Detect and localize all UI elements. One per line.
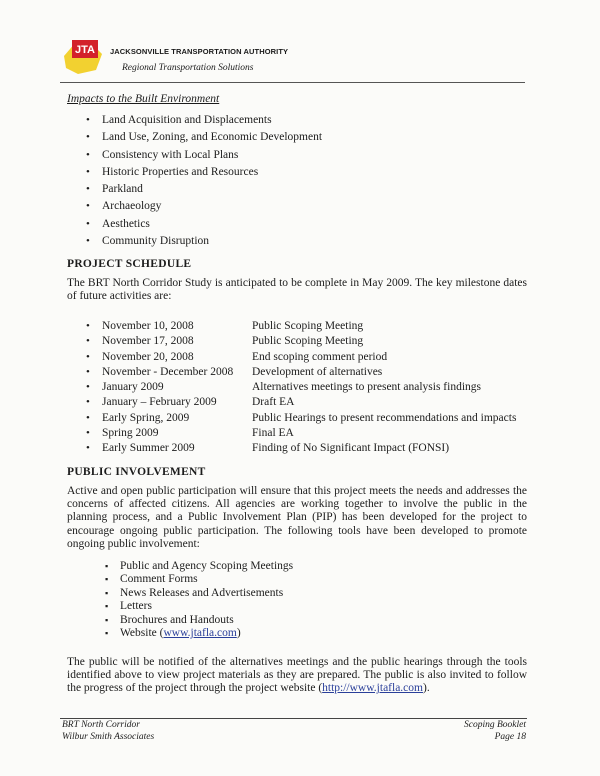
list-item: • Aesthetics xyxy=(86,216,322,233)
footer-right xyxy=(464,720,526,743)
bullet-icon: • xyxy=(86,365,90,378)
project-schedule-heading: PROJECT SCHEDULE xyxy=(67,258,192,270)
list-item: • Parkland xyxy=(86,181,322,198)
org-name: JACKSONVILLE TRANSPORTATION AUTHORITY xyxy=(110,47,289,56)
footer-project-name: BRT North Corridor xyxy=(62,720,140,730)
list-item: ▪ Comment Forms xyxy=(105,573,293,586)
milestone-date: November 20, 2008 xyxy=(102,350,194,363)
bullet-icon: • xyxy=(86,350,90,363)
milestone-activity: Development of alternatives xyxy=(252,365,383,378)
website-suffix: ) xyxy=(236,626,241,639)
milestone-activity: Public Hearings to present recommendations and impacts xyxy=(252,411,517,424)
bullet-icon: • xyxy=(86,427,90,440)
list-item: ▪ News Releases and Advertisements xyxy=(105,587,293,600)
footer-left xyxy=(62,720,154,743)
milestone-activity: Final EA xyxy=(252,427,294,440)
closing-paragraph xyxy=(67,656,527,696)
milestone-activity: Alternatives meetings to present analysis findings xyxy=(252,381,481,394)
milestone-date: Early Spring, 2009 xyxy=(102,411,190,424)
milestone-activity: Finding of No Significant Impact (FONSI) xyxy=(252,442,450,455)
list-item: • Historic Properties and Resources xyxy=(86,164,322,181)
bullet-icon: • xyxy=(86,442,90,455)
list-item: • Archaeology xyxy=(86,198,322,215)
footer-divider xyxy=(60,718,527,719)
milestone-activity: Draft EA xyxy=(252,396,295,409)
built-environment-list xyxy=(86,112,322,250)
bullet-icon: • xyxy=(86,381,90,394)
list-item: • Land Use, Zoning, and Economic Development xyxy=(86,129,322,146)
list-item: • Community Disruption xyxy=(86,233,322,250)
milestone-date: January 2009 xyxy=(102,381,164,394)
milestone-date: Early Summer 2009 xyxy=(102,442,195,455)
milestone-activity: Public Scoping Meeting xyxy=(252,320,364,332)
list-item: • Land Acquisition and Displacements xyxy=(86,112,322,129)
document-header xyxy=(62,36,522,86)
list-item: ▪ Letters xyxy=(105,600,293,613)
list-item-website xyxy=(105,627,293,640)
list-item: • Consistency with Local Plans xyxy=(86,147,322,164)
header-divider xyxy=(60,82,525,83)
list-item: ▪ Brochures and Handouts xyxy=(105,614,293,627)
milestone-date: November 17, 2008 xyxy=(102,335,194,348)
milestone-activity: Public Scoping Meeting xyxy=(252,335,364,348)
milestone-activity: End scoping comment period xyxy=(252,350,388,363)
milestone-date: November 10, 2008 xyxy=(102,320,194,332)
milestone-date: January – February 2009 xyxy=(102,396,217,409)
project-website-link[interactable]: http://www.jtafla.com xyxy=(322,682,423,695)
bullet-icon: • xyxy=(86,335,90,348)
bullet-icon: • xyxy=(86,411,90,424)
public-involvement-heading: PUBLIC INVOLVEMENT xyxy=(67,466,206,478)
milestone-date: Spring 2009 xyxy=(102,427,159,440)
public-involvement-intro: Active and open public participation will ensure that this project meets the needs and addresses the concerns of affected citizens. All agencies are working together to involve the public in the planning process, and a Public Involvement Plan (PIP) has been developed for the project to encourage ongoing public participation. The following tools have been developed to promote ongoing public involvement: xyxy=(67,485,527,550)
footer-document-name: Scoping Booklet xyxy=(464,720,526,730)
logo-text: JTA xyxy=(75,44,95,56)
closing-end: ). xyxy=(422,682,430,695)
list-item: ▪ Public and Agency Scoping Meetings xyxy=(105,560,293,573)
closing-text: The public will be notified of the alternatives meetings and the public hearings through the tools identified above to view project materials as they are prepared. The public is also invited to follow the progress of the project through the project website ( xyxy=(67,656,527,695)
bullet-icon: • xyxy=(86,396,90,409)
involvement-tools-list xyxy=(105,560,293,640)
website-link[interactable]: www.jtafla.com xyxy=(163,626,237,639)
org-tagline: Regional Transportation Solutions xyxy=(122,63,254,73)
milestone-date: November - December 2008 xyxy=(102,365,234,378)
built-environment-title[interactable]: Impacts to the Built Environment xyxy=(67,93,220,105)
page-number: Page 18 xyxy=(494,731,526,742)
project-schedule-intro: The BRT North Corridor Study is anticipated to be complete in May 2009. The key milestone dates of future activities are: xyxy=(67,277,527,303)
website-prefix: Website ( xyxy=(120,626,164,639)
jta-logo xyxy=(62,36,108,76)
footer-firm-name: Wilbur Smith Associates xyxy=(62,731,155,742)
bullet-icon: • xyxy=(86,320,90,332)
